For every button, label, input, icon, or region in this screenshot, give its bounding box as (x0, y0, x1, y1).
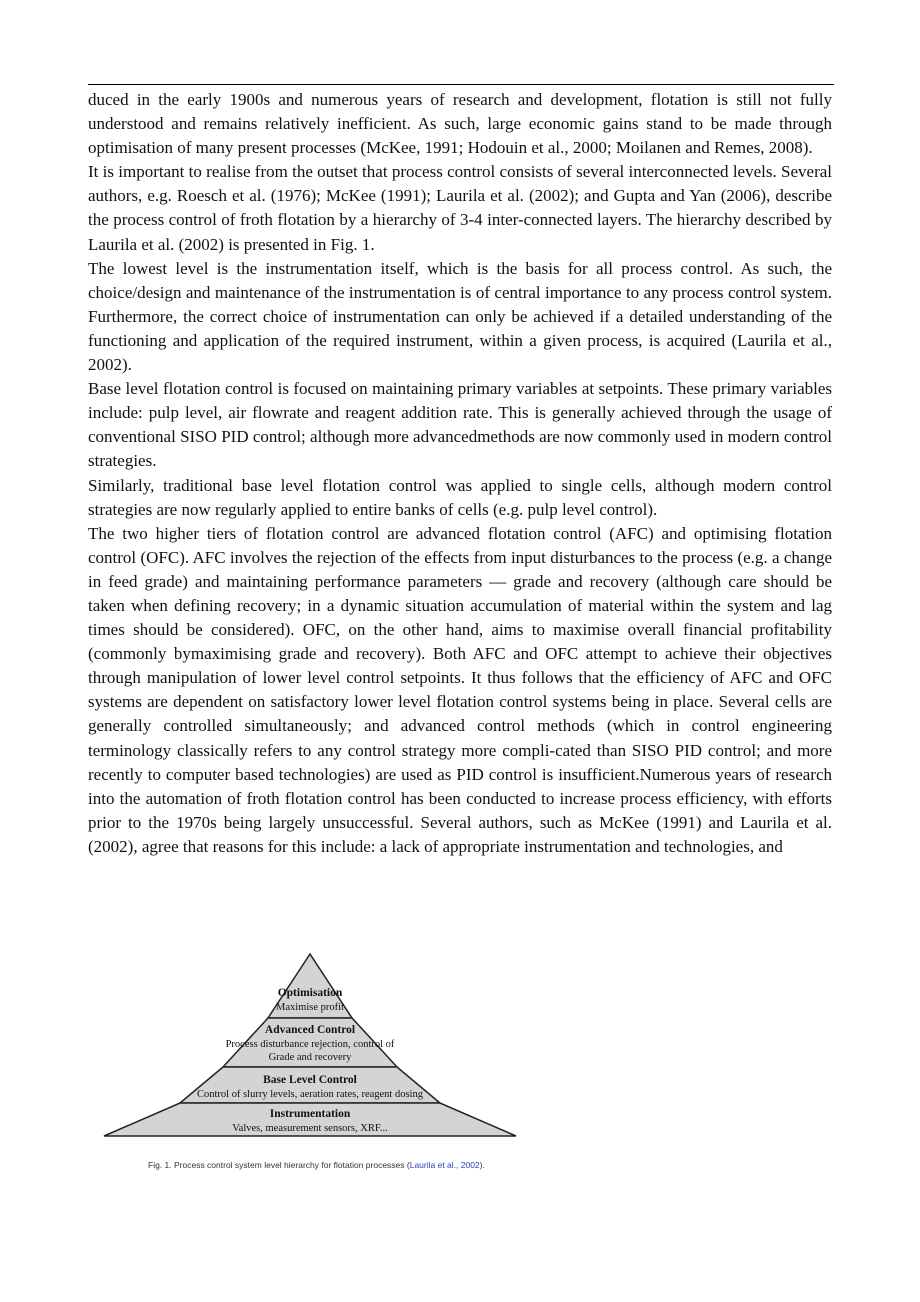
figure-caption (148, 1160, 485, 1170)
paragraph: It is important to realise from the outset that process control consists of several interconnected levels. Several authors, e.g. Roesch et al. (1976); McKee (1991); Laurila et al. (2002); and Gupta and Yan (2006), describe the process control of froth flotation by a hierarchy of 3-4 inter-connected layers. The hierarchy described by Laurila et al. (2002) is presented in Fig. 1. (88, 162, 832, 254)
pyramid-diagram (96, 936, 526, 1156)
caption-suffix: ). (479, 1160, 485, 1170)
caption-prefix: Fig. 1. (148, 1160, 172, 1170)
hierarchy-figure (96, 936, 526, 1176)
tier-title: Instrumentation (269, 1108, 351, 1120)
tier-description: Process disturbance rejection, control of (225, 1039, 395, 1050)
paragraph: The lowest level is the instrumentation itself, which is the basis for all process control. As such, the choice/design and maintenance of the instrumentation is of central importance to any process control system. Furthermore, the correct choice of instrumentation can only be achieved if a detailed understanding of the functioning and application of the required instrument, within a given process, is acquired (Laurila et al., 2002). (88, 258, 832, 375)
header-rule (88, 84, 834, 85)
tier-description: Control of slurry levels, aeration rates, reagent dosing (197, 1089, 423, 1100)
paragraph: Base level flotation control is focused on maintaining primary variables at setpoints. These primary variables include: pulp level, air flowrate and reagent addition rate. This is generally achieved through the usage of conventional SISO PID control; although more advancedmethods are now commonly used in modern control strategies. (88, 379, 832, 471)
caption-text: Process control system level hierarchy for flotation processes ( (171, 1160, 410, 1170)
tier-title: Optimisation (277, 987, 343, 999)
caption-citation-link[interactable]: Laurila et al., 2002 (409, 1160, 480, 1170)
tier-description: Valves, measurement sensors, XRF... (232, 1123, 388, 1134)
tier-title: Advanced Control (264, 1024, 356, 1036)
paragraph: The two higher tiers of flotation control are advanced flotation control (AFC) and optimising flotation control (OFC). AFC involves the rejection of the effects from input disturbances to the process (e.g. a change in feed grade) and maintaining performance parameters — grade and recovery (although care should be taken when defining recovery; in a dynamic situation accumulation of material within the system and lag times should be considered). OFC, on the other hand, aims to maximise overall financial profitability (commonly bymaximising grade and recovery). Both AFC and OFC attempt to achieve their objectives through manipulation of lower level control setpoints. It thus follows that the efficiency of AFC and OFC systems are dependent on satisfactory lower level flotation control systems being in place. Several cells are generally controlled simultaneously; and advanced control methods (which in control engineering terminology classically refers to any control strategy more compli-cated than SISO PID control; and more recently to computer based technologies) are used as PID control is insufficient.Numerous years of research into the automation of froth flotation control has been conducted to increase process efficiency, with efforts prior to the 1970s being largely unsuccessful. Several authors, such as McKee (1991) and Laurila et al. (2002), agree that reasons for this include: a lack of appropriate instrumentation and technologies, and (88, 523, 832, 856)
body-text (88, 88, 832, 859)
paragraph: Similarly, traditional base level flotation control was applied to single cells, although modern control strategies are now regularly applied to entire banks of cells (e.g. pulp level control). (88, 475, 832, 519)
tier-description: Maximise profit (276, 1002, 344, 1013)
tier-title: Base Level Control (263, 1074, 357, 1086)
tier-description: Grade and recovery (268, 1052, 352, 1063)
paragraph: duced in the early 1900s and numerous years of research and development, flotation is still not fully understood and remains relatively inefficient. As such, large economic gains stand to be made through optimisation of many present processes (McKee, 1991; Hodouin et al., 2000; Moilanen and Remes, 2008). (88, 90, 832, 158)
